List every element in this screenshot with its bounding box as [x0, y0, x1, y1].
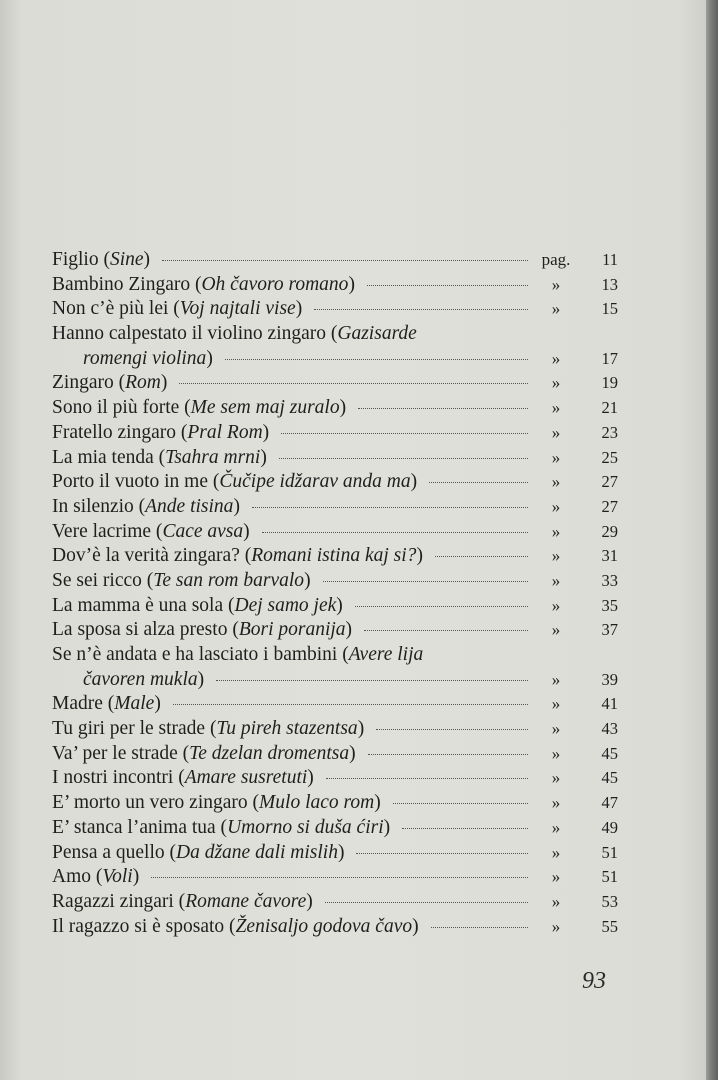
title-text: Va’ per le strade ( — [52, 742, 190, 764]
page-ref-marker: » — [551, 768, 561, 788]
page-number-ref: 29 — [601, 521, 618, 541]
dot-leader — [279, 458, 528, 459]
page-number: 93 — [582, 968, 606, 994]
dot-leader — [173, 704, 528, 705]
romani-title: Pral Rom — [187, 421, 263, 443]
page-ref-marker: » — [551, 719, 561, 739]
toc-entry — [52, 692, 618, 717]
toc-entry — [52, 643, 618, 692]
page-number-ref: 41 — [601, 694, 618, 714]
title-text: I nostri incontri ( — [52, 767, 185, 789]
title-text: In silenzio ( — [52, 495, 146, 517]
dot-leader — [376, 729, 528, 730]
page-number-ref: 45 — [601, 768, 618, 788]
romani-title: Dej samo jek — [234, 594, 337, 616]
page-ref-marker: » — [551, 348, 561, 368]
dot-leader — [252, 507, 528, 508]
page-ref-marker: » — [551, 570, 561, 590]
toc-entry — [52, 594, 618, 619]
toc-entry-title — [52, 816, 390, 841]
title-tail: ) — [143, 249, 151, 270]
page-ref-marker: » — [551, 521, 561, 541]
title-text: Non c’è più lei ( — [52, 298, 180, 320]
toc-entry-title — [52, 322, 417, 347]
toc-entry — [52, 396, 618, 421]
page-ref-marker: » — [551, 669, 561, 689]
romani-title: Me sem maj zuralo — [190, 397, 340, 419]
title-text: Se sei ricco ( — [52, 569, 154, 591]
page-ref-marker: » — [551, 373, 561, 393]
toc-entry — [52, 421, 618, 446]
toc-entry-title — [52, 618, 352, 643]
page-number-ref: 45 — [601, 743, 618, 763]
dot-leader — [402, 828, 528, 829]
title-text: Fratello zingaro ( — [52, 421, 188, 443]
dot-leader — [162, 260, 528, 261]
page-number-ref: 39 — [601, 669, 618, 689]
page-ref-marker: » — [551, 447, 561, 467]
page-ref-marker: » — [551, 793, 561, 813]
toc-entry-title — [52, 865, 139, 890]
title-text: Se n’è andata e ha lasciato i bambini ( — [52, 644, 349, 665]
title-text: Tu giri per le strade ( — [52, 718, 217, 740]
dot-leader — [356, 853, 528, 854]
dot-leader — [368, 754, 528, 755]
toc-entry — [52, 618, 618, 643]
page-number-ref: 13 — [601, 274, 618, 294]
page-ref-marker: » — [551, 299, 561, 319]
romani-title: Tsahra mrni — [165, 446, 261, 468]
dot-leader — [151, 877, 528, 878]
page-ref-marker: » — [551, 620, 561, 640]
toc-entry — [52, 544, 618, 569]
dot-leader — [216, 680, 528, 681]
dot-leader — [179, 383, 528, 384]
toc-entry — [52, 248, 618, 273]
toc-entry — [52, 273, 618, 298]
page-number-ref: 51 — [601, 842, 618, 862]
title-tail: ) — [349, 742, 356, 764]
title-text: Vere lacrime ( — [52, 520, 163, 542]
title-text: E’ morto un vero zingaro ( — [52, 792, 260, 814]
toc-entry — [52, 470, 618, 495]
page-number-ref: 49 — [601, 817, 618, 837]
toc-entry-title — [52, 643, 423, 668]
page-ref-marker: » — [551, 842, 561, 862]
title-tail: ) — [306, 890, 313, 912]
toc-entry — [52, 446, 618, 471]
title-text: Amo ( — [52, 866, 103, 888]
title-tail: ) — [307, 767, 314, 789]
romani-title: Tu pireh stazentsa — [216, 718, 358, 740]
title-tail: ) — [357, 718, 365, 740]
page-number-ref: 55 — [601, 916, 618, 936]
toc-entry — [52, 766, 618, 791]
page-number-ref: 47 — [601, 793, 618, 813]
toc-entry — [52, 816, 618, 841]
page-ref-marker: » — [551, 694, 561, 714]
romani-title: Te dzelan dromentsa — [189, 742, 350, 764]
dot-leader — [358, 408, 528, 409]
page-number-ref: 11 — [602, 250, 618, 269]
toc-entry-title — [52, 717, 364, 742]
title-tail: ) — [383, 816, 391, 838]
page-edge — [706, 0, 718, 1080]
toc-entry — [52, 297, 618, 322]
title-text: Dov’è la verità zingara? ( — [52, 545, 252, 567]
title-text: Pensa a quello ( — [52, 841, 177, 863]
romani-title: čavoren mukla — [83, 668, 198, 690]
romani-title: Sine — [109, 249, 144, 270]
page-number-ref: 23 — [601, 422, 618, 442]
toc-entry — [52, 865, 618, 890]
page-ref-marker: » — [551, 891, 561, 911]
page-number-ref: 43 — [601, 719, 618, 739]
toc-entry — [52, 371, 618, 396]
toc-entry-title — [52, 470, 417, 495]
page-number-ref: 17 — [601, 348, 618, 368]
page-ref-marker: pag. — [541, 250, 571, 269]
toc-entry — [52, 841, 618, 866]
page-number-ref: 31 — [601, 546, 618, 566]
romani-title: Gazisarde — [337, 323, 417, 345]
title-tail: ) — [304, 569, 311, 591]
page-ref-marker: » — [551, 422, 561, 442]
romani-title: Avere lija — [348, 644, 424, 665]
dot-leader — [393, 803, 528, 804]
toc-entry — [52, 322, 618, 371]
toc-entry-title — [52, 569, 311, 594]
toc-entry-title — [52, 273, 355, 298]
toc-entry-title — [52, 421, 269, 446]
toc-entry — [52, 520, 618, 545]
title-text: Sono il più forte ( — [52, 397, 191, 419]
romani-title: Rom — [125, 372, 161, 394]
title-text: La mia tenda ( — [52, 446, 166, 468]
toc-entry-title — [52, 371, 167, 396]
title-text: E’ stanca l’anima tua ( — [52, 816, 228, 838]
page-ref-marker: » — [551, 595, 561, 615]
toc-entry — [52, 569, 618, 594]
dot-leader — [435, 556, 528, 557]
toc-entry-title — [52, 520, 250, 545]
title-text: Porto il vuoto in me ( — [52, 471, 220, 493]
title-tail: ) — [233, 495, 240, 517]
dot-leader — [314, 309, 528, 310]
dot-leader — [429, 482, 528, 483]
dot-leader — [323, 581, 528, 582]
toc-entry-title — [83, 347, 213, 372]
page-number-ref: 33 — [601, 570, 618, 590]
page-number-ref: 21 — [601, 398, 618, 418]
toc-entry-title — [52, 791, 381, 816]
title-text: Ragazzi zingari ( — [52, 890, 186, 912]
title-text: Hanno calpestato il violino zingaro ( — [52, 323, 338, 345]
dot-leader — [225, 359, 528, 360]
toc-entry-title — [52, 248, 150, 273]
page-ref-marker: » — [551, 546, 561, 566]
title-tail: ) — [197, 668, 205, 690]
title-tail: ) — [336, 594, 343, 616]
title-text: Bambino Zingaro ( — [52, 273, 202, 295]
page-number-ref: 25 — [601, 447, 618, 467]
romani-title: Te san rom barvalo — [153, 569, 305, 591]
page-ref-marker: » — [551, 472, 561, 492]
toc-entry-title — [52, 446, 267, 471]
romani-title: Voli — [102, 866, 133, 888]
title-text: Il ragazzo si è sposato ( — [52, 915, 236, 937]
toc-entry-title — [52, 915, 419, 940]
romani-title: Romani istina kaj si? — [251, 545, 417, 567]
title-tail: ) — [412, 915, 419, 937]
page-number-ref: 15 — [601, 299, 618, 319]
title-tail: ) — [416, 545, 423, 567]
dot-leader — [281, 433, 528, 434]
page-ref-marker: » — [551, 916, 561, 936]
title-tail: ) — [132, 866, 140, 888]
title-tail: ) — [348, 273, 355, 295]
romani-title: Oh čavoro romano — [201, 273, 349, 295]
romani-title: Male — [114, 693, 155, 715]
romani-title: Amare susretuti — [184, 767, 308, 789]
page-ref-marker: » — [551, 398, 561, 418]
page-ref-marker: » — [551, 743, 561, 763]
title-tail: ) — [345, 619, 353, 641]
title-tail: ) — [260, 446, 267, 468]
toc-entry-title — [52, 692, 161, 717]
title-text: La sposa si alza presto ( — [52, 619, 239, 641]
toc-entry — [52, 742, 618, 767]
toc-entry-title — [52, 396, 346, 421]
toc-entry-title — [52, 544, 423, 569]
page-number-ref: 35 — [601, 595, 618, 615]
toc-entry-title — [52, 495, 240, 520]
title-tail: ) — [374, 792, 381, 814]
romani-title: Ženisaljo godova čavo — [235, 915, 413, 937]
dot-leader — [325, 902, 528, 903]
toc-entry-title — [52, 890, 313, 915]
toc-entry — [52, 890, 618, 915]
title-tail: ) — [243, 520, 250, 542]
romani-title: Da džane dali mislih — [176, 841, 338, 863]
romani-title: Voj najtali vise — [179, 298, 296, 320]
title-text: La mamma è una sola ( — [52, 594, 235, 616]
dot-leader — [431, 927, 528, 928]
page-number-ref: 53 — [601, 891, 618, 911]
toc-entry — [52, 791, 618, 816]
page-ref-marker: » — [551, 274, 561, 294]
romani-title: Ande tisina — [145, 495, 234, 517]
toc-entry-title — [52, 841, 344, 866]
romani-title: Romane čavore — [185, 890, 307, 912]
page-number-ref: 51 — [601, 867, 618, 887]
title-tail: ) — [295, 298, 303, 320]
title-text: Zingaro ( — [52, 372, 126, 394]
dot-leader — [355, 606, 528, 607]
romani-title: Bori poranija — [238, 619, 346, 641]
page-number-ref: 19 — [601, 373, 618, 393]
toc-entry-title — [52, 297, 302, 322]
toc-entry-title — [83, 668, 204, 693]
romani-title: Čučipe idžarav anda ma — [219, 471, 411, 493]
table-of-contents — [52, 248, 618, 939]
romani-title: Mulo laco rom — [259, 792, 375, 814]
romani-title: Umorno si duša ćiri — [227, 816, 384, 838]
romani-title: romengi violina — [83, 347, 207, 369]
title-tail: ) — [339, 397, 347, 419]
page-number-ref: 27 — [601, 472, 618, 492]
toc-entry-title — [52, 594, 343, 619]
title-text: Madre ( — [52, 693, 115, 715]
dot-leader — [326, 778, 528, 779]
dot-leader — [367, 285, 528, 286]
dot-leader — [262, 532, 528, 533]
toc-entry-title — [52, 742, 356, 767]
title-tail: ) — [262, 421, 270, 443]
page-ref-marker: » — [551, 817, 561, 837]
page-ref-marker: » — [551, 867, 561, 887]
title-tail: ) — [206, 347, 213, 369]
title-tail: ) — [160, 372, 168, 394]
title-tail: ) — [337, 841, 345, 863]
toc-entry — [52, 495, 618, 520]
page-number-ref: 27 — [601, 496, 618, 516]
page-number-ref: 37 — [601, 620, 618, 640]
title-text: Figlio ( — [52, 249, 110, 270]
title-tail: ) — [154, 693, 161, 715]
toc-entry — [52, 915, 618, 940]
title-tail: ) — [410, 471, 418, 493]
toc-entry — [52, 717, 618, 742]
page-ref-marker: » — [551, 496, 561, 516]
dot-leader — [364, 630, 528, 631]
toc-entry-title — [52, 766, 314, 791]
romani-title: Cace avsa — [162, 520, 244, 542]
